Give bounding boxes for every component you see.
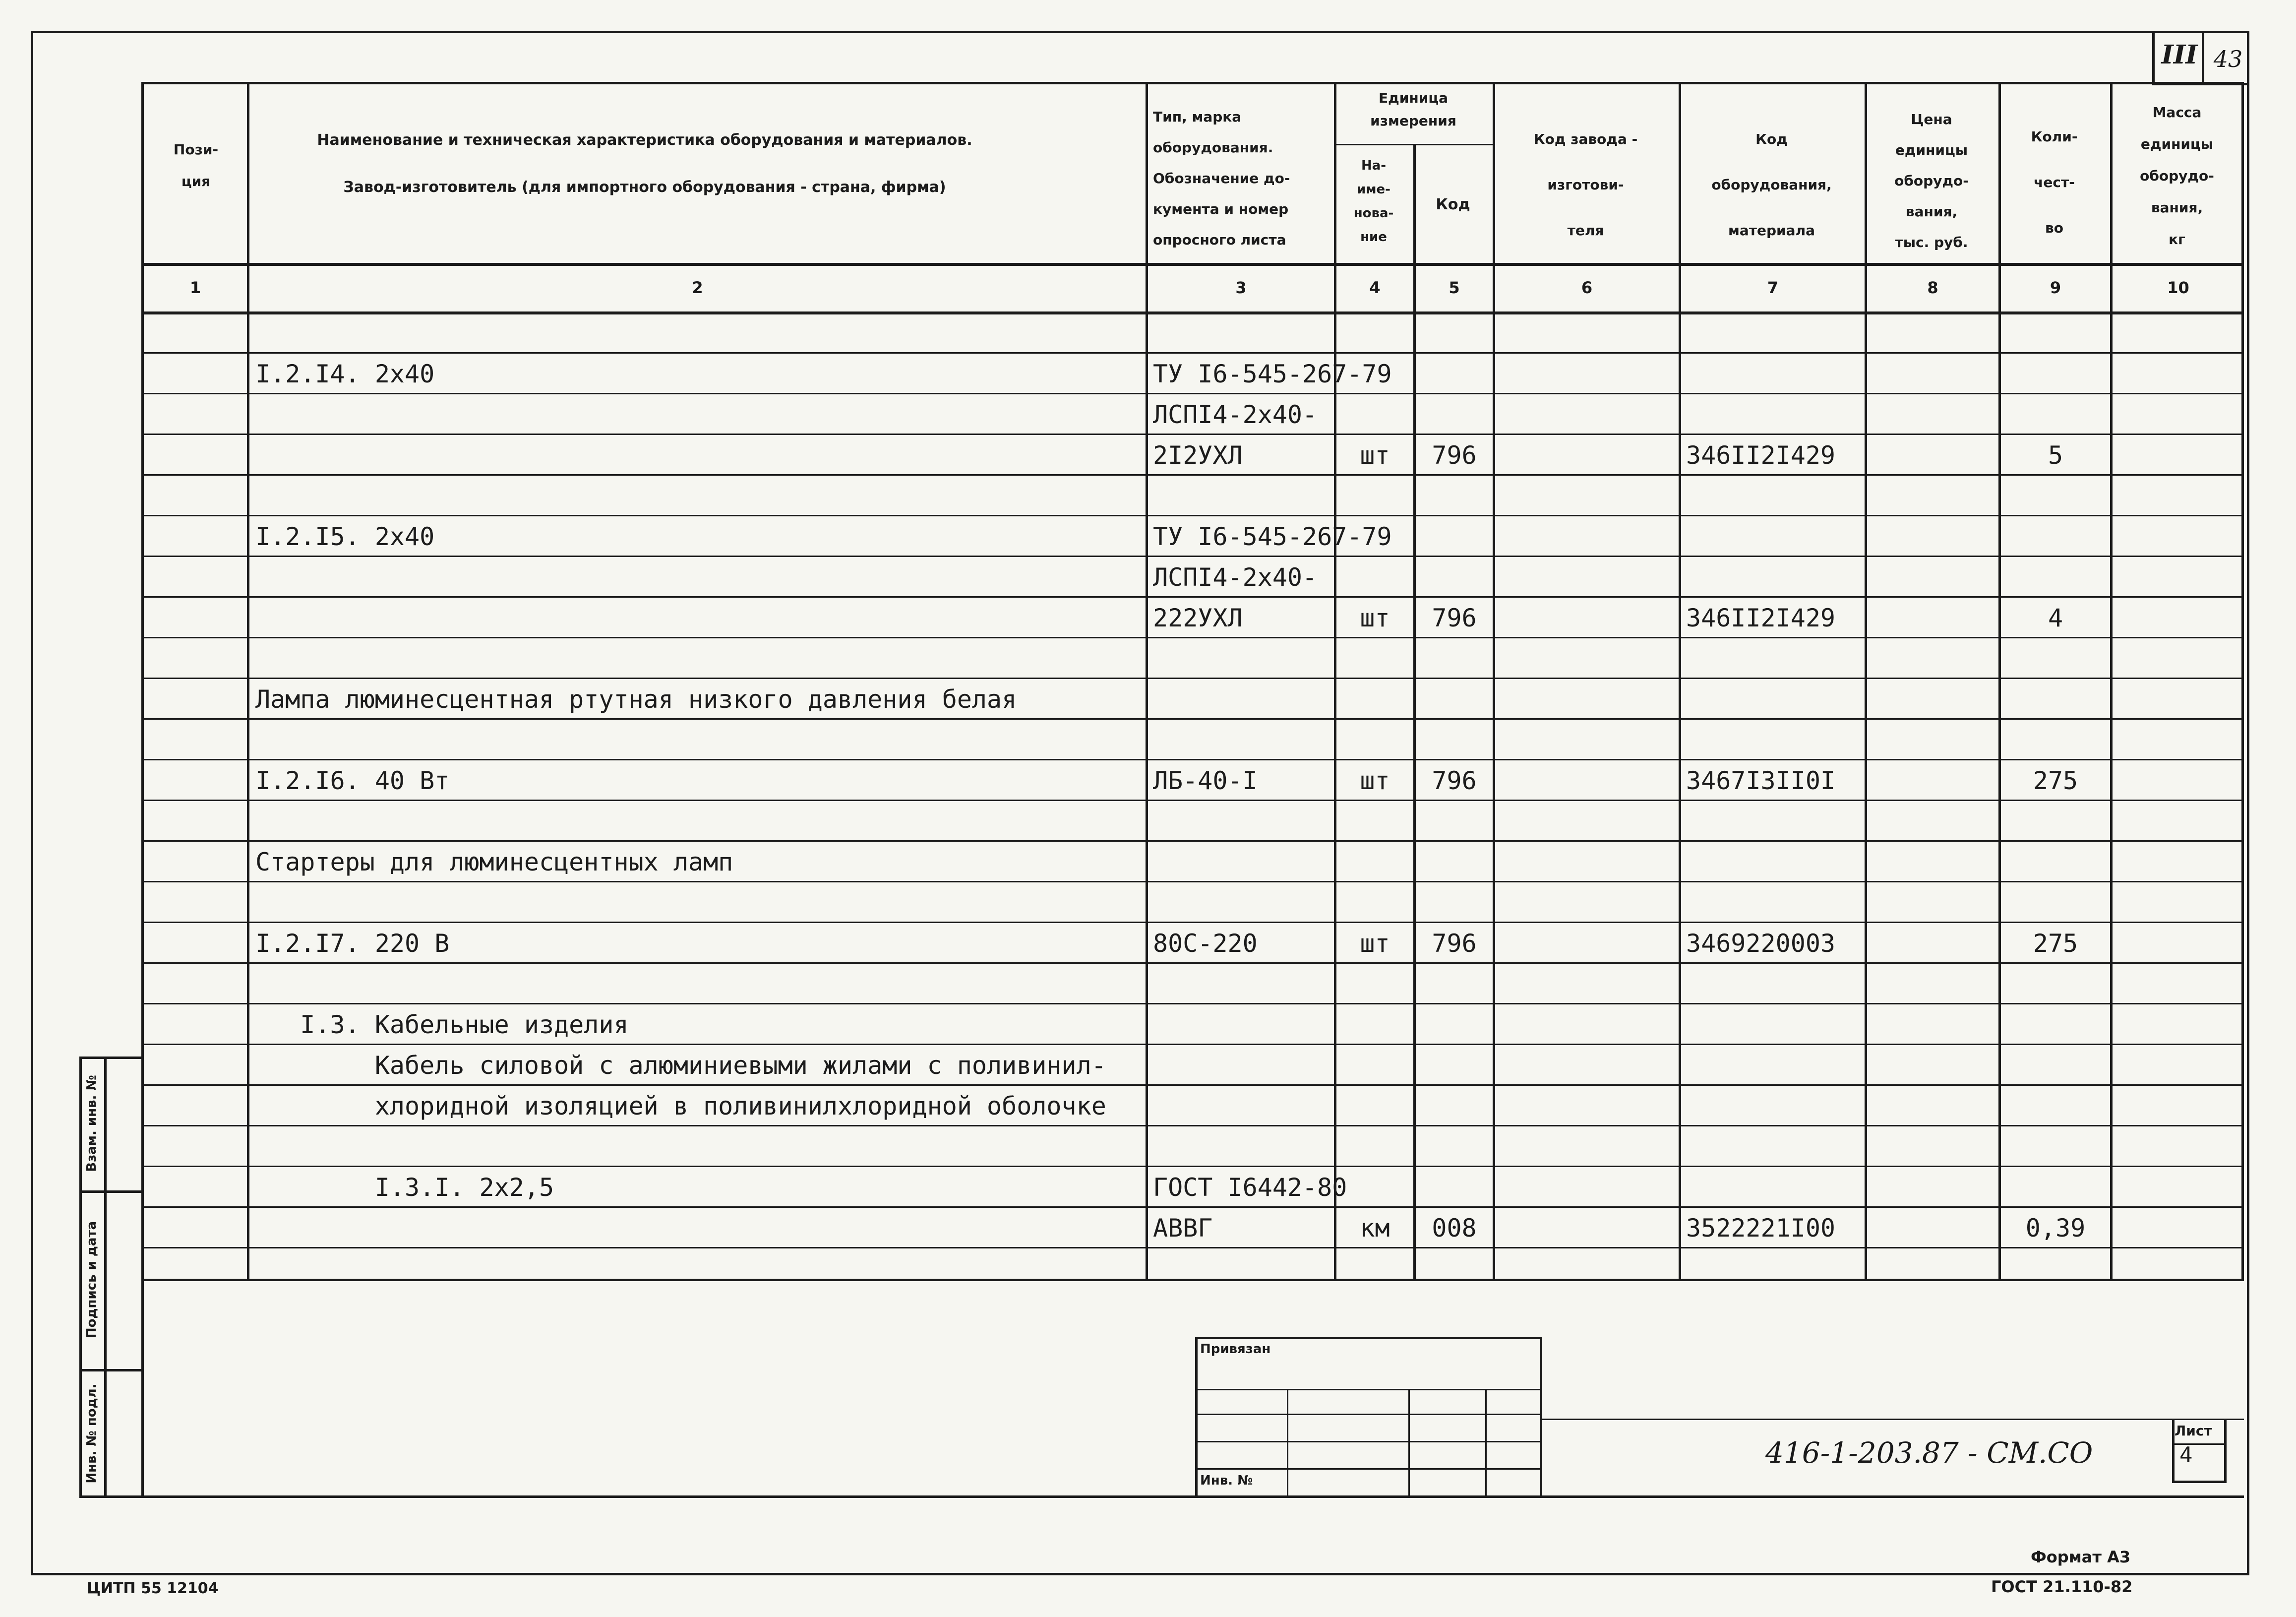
table-cell-c3: ТУ I6-545-267-79	[1153, 522, 1392, 551]
table-cell-c7: 3467I3II0I	[1686, 766, 1836, 795]
row-line	[141, 1003, 2244, 1004]
stamp-line-3	[1195, 1441, 1542, 1442]
table-cell-c3: ЛСПI4-2x40-	[1153, 563, 1318, 592]
table-cell-c7: 3522221I00	[1686, 1214, 1836, 1243]
doc-code-line	[1542, 1419, 2244, 1420]
hdr-type: Тип, марка оборудования. Обозначение до- кумента и номер опросного листа	[1153, 109, 1290, 248]
table-cell-c2: I.3. Кабельные изделия	[255, 1010, 629, 1039]
table-cell-c4: шт	[1360, 766, 1390, 795]
stamp-line-1	[1195, 1389, 1542, 1390]
stamp-privyazan: Привязан	[1200, 1342, 1271, 1357]
row-line	[141, 393, 2244, 394]
colnum-1: 1	[189, 278, 201, 297]
footer-left-code: ЦИТП 55 12104	[87, 1580, 219, 1597]
stamp-vline-2	[1408, 1389, 1410, 1498]
stamp-line-2	[1195, 1414, 1542, 1415]
drawing-left-line	[141, 1281, 144, 1498]
table-cell-c5: 796	[1432, 766, 1477, 795]
col-line-7	[1865, 82, 1867, 1281]
colnum-3: 3	[1235, 278, 1247, 297]
row-line	[141, 759, 2244, 760]
corner-page-number: 43	[2213, 46, 2243, 72]
colnum-2: 2	[692, 278, 703, 297]
hdr-equipment-code: Код оборудования, материала	[1711, 131, 1832, 239]
table-cell-c7: 346II2I429	[1686, 604, 1836, 632]
table-cell-c2: хлоридной изоляцией в поливинилхлоридной оболочке	[255, 1092, 1106, 1120]
table-cell-c2: Лампа люминесцентная ртутная низкого давления белая	[255, 685, 1017, 714]
colnum-5: 5	[1449, 278, 1460, 297]
hdr-unit-name: На- име- нова- ние	[1353, 158, 1394, 245]
col-line-6	[1679, 82, 1681, 1281]
stamp-line-4	[1195, 1468, 1542, 1470]
doc-code: 416-1-203.87 - СМ.СО	[1765, 1436, 2093, 1470]
colnum-9: 9	[2050, 278, 2061, 297]
footer-format: Формат А3	[2031, 1548, 2131, 1566]
side-label-inv: Инв. № подл.	[84, 1383, 99, 1484]
hdr-name-line1: Наименование и техническая характеристика оборудования и материалов.	[317, 131, 972, 149]
table-cell-c3: 80С-220	[1153, 929, 1258, 958]
row-line	[141, 1247, 2244, 1248]
table-cell-c4: шт	[1360, 929, 1390, 958]
table-cell-c2: Кабель силовой с алюминиевыми жилами с поливинил-	[255, 1051, 1106, 1080]
col-line-9	[2110, 82, 2113, 1281]
footer-gost: ГОСТ 21.110-82	[1991, 1577, 2133, 1596]
hdr-price: Цена единицы оборудо- вания, тыс. руб.	[1894, 111, 1969, 250]
hdr-unit-code: Код	[1436, 196, 1470, 213]
row-line	[141, 1166, 2244, 1167]
col-line-5	[1493, 82, 1495, 1281]
table-cell-c3: ЛБ-40-I	[1153, 766, 1258, 795]
table-cell-c7: 3469220003	[1686, 929, 1836, 958]
row-line	[141, 596, 2244, 598]
table-cell-c3: 222УХЛ	[1153, 604, 1243, 632]
hdr-mass: Масса единицы оборудо- вания, кг	[2140, 104, 2214, 248]
corner-roman: III	[2161, 40, 2198, 70]
table-cell-c2: I.2.I4. 2x40	[255, 360, 435, 388]
table-cell-c4: шт	[1360, 441, 1390, 470]
colnum-bottom-line	[141, 311, 2244, 314]
table-cell-c3: 2I2УХЛ	[1153, 441, 1243, 470]
table-cell-c9: 275	[2033, 766, 2078, 795]
row-line	[141, 922, 2244, 923]
table-cell-c3: ТУ I6-545-267-79	[1153, 360, 1392, 388]
stamp-vline-1	[1287, 1389, 1288, 1498]
hdr-name-line2: Завод-изготовитель (для импортного оборудования - страна, фирма)	[343, 179, 946, 196]
table-cell-c5: 796	[1432, 604, 1477, 632]
row-line	[141, 474, 2244, 476]
sheet-number: 4	[2179, 1442, 2193, 1468]
table-cell-c4: км	[1360, 1214, 1390, 1243]
col-line-3	[1334, 82, 1336, 1281]
row-line	[141, 434, 2244, 435]
row-line	[141, 556, 2244, 557]
table-cell-c3: АВВГ	[1153, 1214, 1213, 1243]
row-line	[141, 1125, 2244, 1126]
table-cell-c2: I.2.I5. 2x40	[255, 522, 435, 551]
table-cell-c2: Стартеры для люминесцентных ламп	[255, 848, 733, 876]
row-line	[141, 800, 2244, 801]
stamp-inv-no: Инв. №	[1200, 1473, 1253, 1488]
row-line	[141, 678, 2244, 679]
row-line	[141, 1084, 2244, 1086]
hdr-unit-group: Единица измерения	[1370, 90, 1456, 129]
corner-divider	[2202, 31, 2204, 85]
table-cell-c5: 796	[1432, 929, 1477, 958]
table-cell-c7: 346II2I429	[1686, 441, 1836, 470]
table-cell-c4: шт	[1360, 604, 1390, 632]
header-bottom-line	[141, 263, 2244, 266]
col-line-1	[247, 82, 249, 1281]
row-line	[141, 881, 2244, 882]
table-cell-c2: I.3.I. 2x2,5	[255, 1173, 554, 1202]
row-line	[141, 637, 2244, 638]
colnum-7: 7	[1767, 278, 1779, 297]
colnum-8: 8	[1927, 278, 1938, 297]
colnum-6: 6	[1581, 278, 1593, 297]
row-line	[141, 840, 2244, 842]
colnum-10: 10	[2167, 278, 2189, 297]
table-cell-c3: ГОСТ I6442-80	[1153, 1173, 1347, 1202]
col-line-2	[1146, 82, 1148, 1281]
table-cell-c9: 4	[2048, 604, 2063, 632]
drawing-bottom-line	[141, 1495, 2244, 1498]
table-cell-c2: I.2.I6. 40 Вт	[255, 766, 450, 795]
row-line	[141, 1206, 2244, 1208]
hdr-factory-code: Код завода - изготови- теля	[1533, 131, 1638, 239]
table-cell-c5: 008	[1432, 1214, 1477, 1243]
row-line	[141, 1044, 2244, 1045]
row-line	[141, 718, 2244, 720]
table-cell-c9: 0,39	[2025, 1214, 2086, 1243]
unit-group-line	[1334, 144, 1493, 145]
stamp-vline-3	[1485, 1389, 1487, 1498]
side-label-podpis: Подпись и дата	[84, 1221, 99, 1339]
table-cell-c3: ЛСПI4-2x40-	[1153, 400, 1318, 429]
table-cell-c9: 5	[2048, 441, 2063, 470]
side-label-vzam: Взам. инв. №	[84, 1075, 99, 1172]
row-line	[141, 352, 2244, 354]
colnum-4: 4	[1369, 278, 1381, 297]
table-cell-c9: 275	[2033, 929, 2078, 958]
row-line	[141, 515, 2244, 516]
hdr-quantity: Коли- чест- во	[2031, 128, 2078, 236]
side-stamp-divider	[104, 1057, 107, 1498]
row-line	[141, 962, 2244, 964]
table-cell-c5: 796	[1432, 441, 1477, 470]
hdr-position: Пози- ция	[173, 141, 219, 189]
table-cell-c2: I.2.I7. 220 В	[255, 929, 450, 958]
sheet-label: Лист	[2175, 1423, 2212, 1439]
col-line-8	[1998, 82, 2001, 1281]
